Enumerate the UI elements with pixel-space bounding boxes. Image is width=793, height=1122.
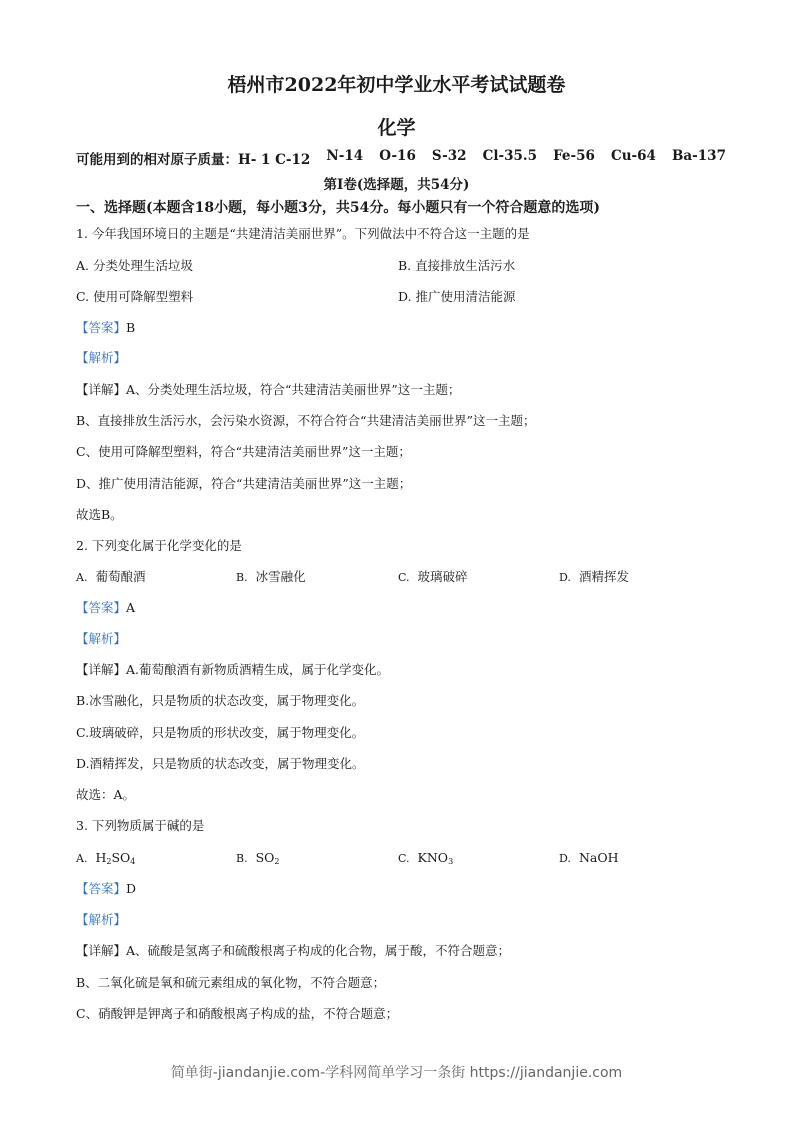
atomic-mass-cl: Cl-35.5	[482, 148, 537, 164]
q2-stem: 2. 下列变化属于化学变化的是	[76, 538, 242, 553]
answer-tag: 【答案】	[76, 881, 127, 896]
q3-detail-1-text: A、硫酸是氢离子和硫酸根离子构成的化合物，属于酸，不符合题意；	[126, 943, 511, 958]
answer-tag: 【答案】	[76, 320, 127, 335]
q1-answer: B	[126, 320, 136, 335]
q3-option-d-text: NaOH	[578, 850, 619, 865]
q1-detail-1-text: A、分类处理生活垃圾，符合“共建清洁美丽世界”这一主题；	[126, 382, 461, 397]
q3-option-a-so: SO	[111, 850, 131, 865]
q2-detail-1	[76, 662, 389, 678]
atomic-mass-s: S-32	[431, 148, 467, 164]
q3-option-b-key: B.	[236, 852, 248, 865]
q2-option-a	[76, 569, 145, 586]
q3-option-c-key: C.	[398, 852, 410, 865]
atomic-masses-label: 可能用到的相对原子质量：H- 1 C-12	[76, 152, 311, 168]
q3-answer-line	[76, 881, 136, 897]
q1-stem: 1. 今年我国环境日的主题是“共建清洁美丽世界”。下列做法中不符合这一主题的是	[76, 226, 530, 241]
detail-tag: 【详解】	[76, 943, 127, 958]
detail-tag: 【详解】	[76, 662, 127, 677]
atomic-masses-line	[76, 148, 726, 168]
atomic-mass-ba: Ba-137	[672, 148, 726, 164]
q3-option-a-sub2: 4	[130, 857, 136, 866]
q3-stem: 3. 下列物质属于碱的是	[76, 818, 205, 833]
q3-option-b-so: SO	[255, 850, 275, 865]
q2-option-c-text: 玻璃破碎	[417, 569, 468, 584]
q1-conclusion: 故选B。	[76, 507, 123, 522]
atomic-mass-fe: Fe-56	[553, 148, 595, 164]
q1-detail-3: C、使用可降解型塑料，符合“共建清洁美丽世界”这一主题；	[76, 444, 411, 459]
q3-option-c-sub: 3	[448, 857, 454, 866]
q3-option-a-key: A.	[76, 852, 88, 865]
q2-analysis-tag: 【解析】	[76, 631, 127, 646]
q1-option-d: D. 推广使用清洁能源	[398, 289, 516, 304]
q2-option-b	[236, 569, 306, 586]
q2-option-c	[398, 569, 468, 586]
q3-option-a-h: H	[95, 850, 107, 865]
q3-answer: D	[126, 881, 137, 896]
answer-tag: 【答案】	[76, 600, 127, 615]
q3-option-a	[76, 850, 135, 870]
page-title: 梧州市2022年初中学业水平考试试题卷	[227, 74, 566, 96]
detail-tag: 【详解】	[76, 382, 127, 397]
q3-option-c-kno: KNO	[417, 850, 449, 865]
q3-detail-3: C、硝酸钾是钾离子和硝酸根离子构成的盐，不符合题意；	[76, 1006, 399, 1021]
q2-conclusion: 故选：A。	[76, 787, 136, 802]
page-footer: 简单街-jiandanjie.com-学科网简单学习一条街 https://jiandanjie.com	[170, 1065, 623, 1081]
q2-option-a-text: 葡萄酿酒	[95, 569, 146, 584]
q2-option-b-key: B.	[236, 571, 248, 584]
q2-answer-line	[76, 600, 135, 616]
atomic-mass-n: N-14	[326, 148, 364, 164]
q3-analysis-tag: 【解析】	[76, 912, 127, 927]
section-title: 第Ⅰ卷(选择题，共54分)	[323, 177, 470, 193]
q2-option-a-key: A.	[76, 571, 88, 584]
q1-answer-line	[76, 320, 135, 336]
q1-option-b: B. 直接排放生活污水	[398, 258, 516, 273]
q2-option-d	[559, 569, 629, 586]
q2-option-d-text: 酒精挥发	[578, 569, 629, 584]
q3-detail-2: B、二氧化硫是氧和硫元素组成的氧化物，不符合题意；	[76, 975, 386, 990]
atomic-mass-cu: Cu-64	[610, 148, 656, 164]
q2-detail-2: B.冰雪融化，只是物质的状态改变，属于物理变化。	[76, 693, 365, 708]
q2-option-c-key: C.	[398, 571, 410, 584]
q2-detail-4: D.酒精挥发，只是物质的状态改变，属于物理变化。	[76, 756, 365, 771]
q3-option-b	[236, 850, 280, 870]
q3-option-d-key: D.	[559, 852, 571, 865]
q1-detail-2: B、直接排放生活污水，会污染水资源，不符合符合“共建清洁美丽世界”这一主题；	[76, 413, 536, 428]
subject-title: 化学	[377, 117, 416, 139]
q2-detail-1-text: A.葡萄酿酒有新物质酒精生成，属于化学变化。	[126, 662, 390, 677]
q1-option-c: C. 使用可降解型塑料	[76, 289, 194, 304]
q2-detail-3: C.玻璃破碎，只是物质的形状改变，属于物理变化。	[76, 725, 365, 740]
q1-option-a: A. 分类处理生活垃圾	[76, 258, 193, 273]
atomic-mass-o: O-16	[379, 148, 416, 164]
q2-answer: A	[126, 600, 136, 615]
q2-option-d-key: D.	[559, 571, 571, 584]
q1-analysis-tag: 【解析】	[76, 350, 127, 365]
q3-option-c	[398, 850, 453, 870]
q2-option-b-text: 冰雪融化	[255, 569, 306, 584]
part-heading: 一、选择题(本题含18小题，每小题3分，共54分。每小题只有一个符合题意的选项)	[76, 200, 600, 216]
q1-detail-4: D、推广使用清洁能源，符合“共建清洁美丽世界”这一主题；	[76, 476, 412, 491]
q1-detail-1	[76, 382, 460, 398]
q3-option-d	[559, 850, 618, 867]
q3-option-b-sub: 2	[274, 857, 280, 866]
q3-option-a-sub1: 2	[106, 857, 112, 866]
q3-detail-1	[76, 943, 510, 959]
